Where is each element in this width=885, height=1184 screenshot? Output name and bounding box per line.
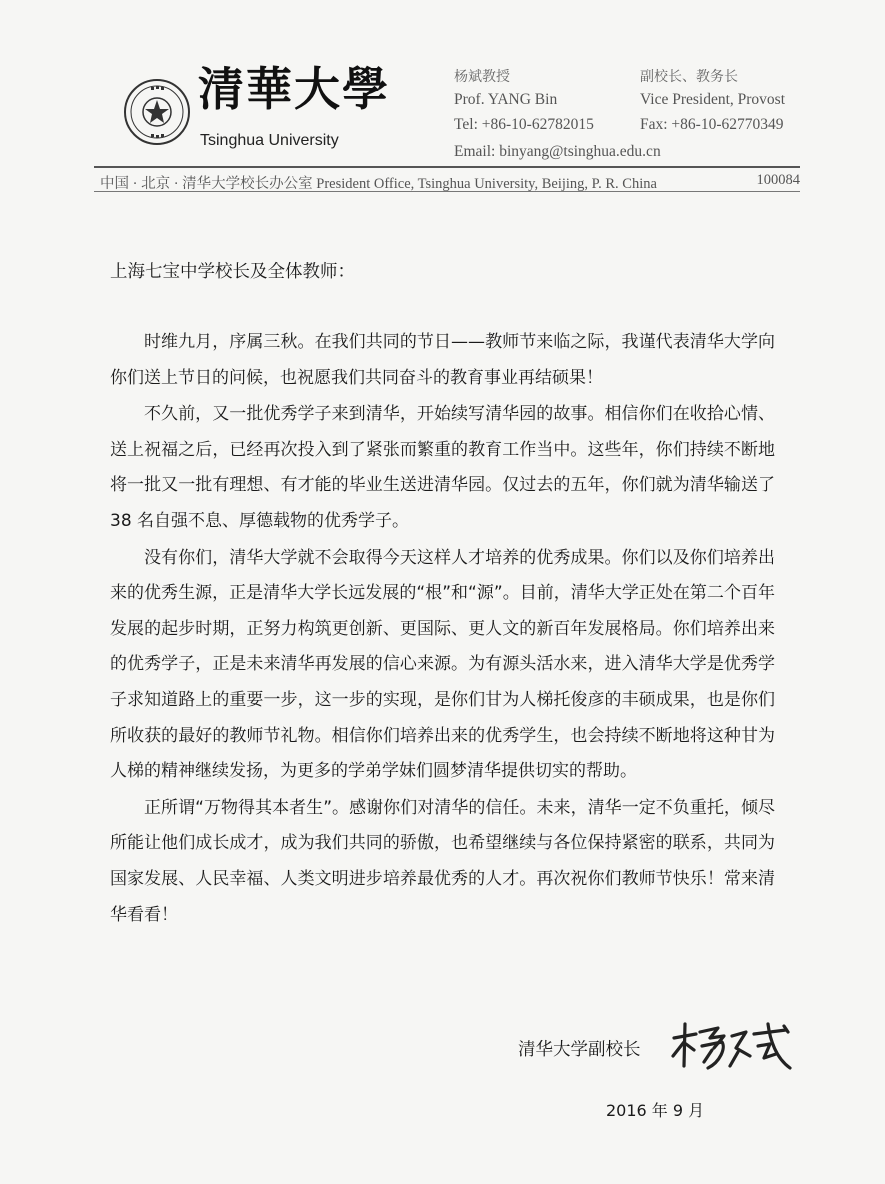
university-seal-icon [123,78,191,146]
letter-date: 2016 年 9 月 [606,1101,705,1120]
telephone: Tel: +86-10-62782015 [454,116,594,134]
header-rule-top [94,166,800,168]
paragraph-4: 正所谓“万物得其本者生”。感谢你们对清华的信任。未来，清华一定不负重托，倾尽所能让他们成长成才，成为我们共同的骄傲，也希望继续与各位保持紧密的联系，共同为国家发展、人民幸福、人类文明进步培养最优秀的人才。再次祝你们教师节快乐！常来清华看看！ [110,797,775,925]
handwritten-signature [666,1018,796,1078]
title-cn: 副校长、教务长 [640,69,738,85]
address-text: 中国 · 北京 · 清华大学校长办公室 President Office, Tsinghua University, Beijing, P. R. China [100,176,657,192]
header-rule-bottom [94,191,800,192]
name-en: Prof. YANG Bin [454,91,558,109]
salutation: 上海七宝中学校长及全体教师： [110,262,355,282]
title-en: Vice President, Provost [640,91,786,109]
signature-title: 清华大学副校长 [518,1040,641,1060]
paragraph-2: 不久前，又一批优秀学子来到清华，开始续写清华园的故事。相信你们在收拾心情、送上祝福之后，已经再次投入到了紧张而繁重的教育工作当中。这些年，你们持续不断地将一批又一批有理想、有才能的毕业生送进清华园。仅过去的五年，你们就为清华输送了 38 名自强不息、厚德载物的优秀学子。 [110,404,775,531]
logo-wordmark-en: Tsinghua University [200,132,339,149]
paragraph-3: 没有你们，清华大学就不会取得今天这样人才培养的优秀成果。你们以及你们培养出来的优秀生源，正是清华大学长远发展的“根”和“源”。目前，清华大学正处在第二个百年发展的起步时期，正努力构筑更创新、更国际、更人文的新百年发展格局。你们培养出来的优秀学子，正是未来清华再发展的信心来源。为有源头活水来，进入清华大学是优秀学子求知道路上的重要一步，这一步的实现，是你们甘为人梯托俊彦的丰硕成果，也是你们所收获的最好的教师节礼物。相信你们培养出来的优秀学生，也会持续不断地将这种甘为人梯的精神继续发扬，为更多的学弟学妹们圆梦清华提供切实的帮助。 [110,547,775,782]
contact-block-right [640,66,785,138]
logo-wordmark-cn: 清華大學 [198,62,390,116]
postcode: 100084 [756,172,800,188]
name-cn: 杨斌教授 [454,69,510,85]
contact-block-left [454,66,594,138]
paragraph-1: 时维九月，序属三秋。在我们共同的节日——教师节来临之际，我谨代表清华大学向你们送上节日的问候，也祝愿我们共同奋斗的教育事业再结硕果！ [110,332,775,388]
fax: Fax: +86-10-62770349 [640,116,784,134]
letter-body [110,325,775,934]
email: Email: binyang@tsinghua.edu.cn [454,143,661,160]
address-line [100,172,800,193]
